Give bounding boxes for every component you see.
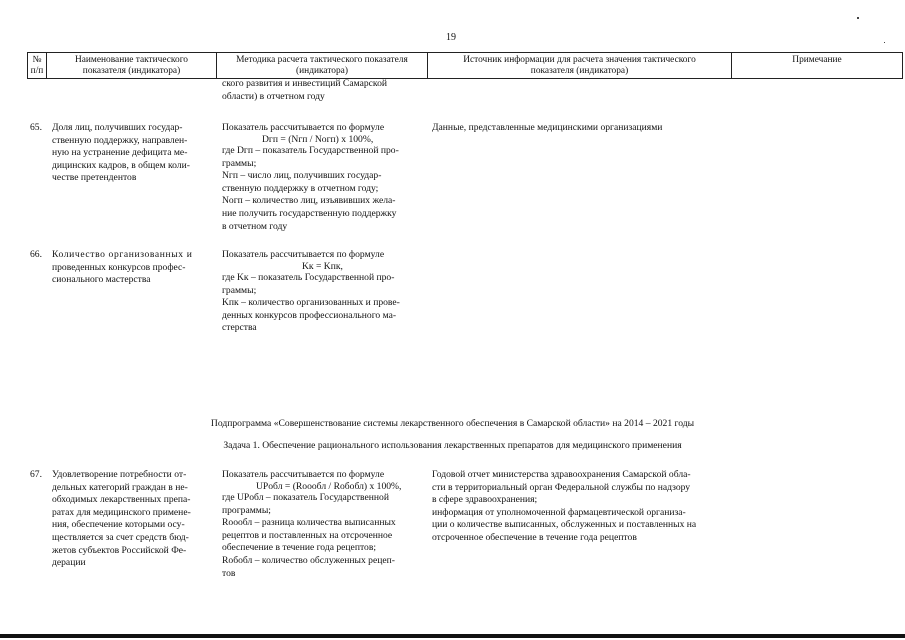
method-intro: Показатель рассчитывается по формуле [222, 122, 385, 133]
header-num: № п/п [30, 55, 44, 76]
subprogram-title: Подпрограмма «Совершенствование системы лекарственного обеспечения в Самарской области» на 2014 – 2021 годы [210, 418, 695, 429]
row-number: 65. [30, 122, 42, 133]
indicator-name: Доля лиц, получивших государ- ственную поддержку, направлен- ную на устранение дефицита ме- дицинских кадров, в общем коли- честве претендентов [52, 122, 190, 184]
task-title: Задача 1. Обеспечение рационального использования лекарственных препаратов для медицинского применения [223, 440, 682, 451]
method-text: где UPобл – показатель Государственной программы; Rоообл – разница количества выписанных рецептов и поставленных на отсроченное обеспечение в течение года рецептов; Rобобл – количество обслуженных рецеп- тов [222, 492, 396, 579]
formula: UPобл = (Rоообл / Rобобл) х 100%, [256, 481, 402, 492]
formula: Kк = Kпк, [302, 261, 343, 272]
header-method: Методика расчета тактического показателя (индикатора) [236, 55, 408, 76]
method-text: где Kк – показатель Государственной про- граммы; Kпк – количество организованных и прове- денных конкурсов профессионального ма- стерства [222, 272, 400, 334]
source-text: Данные, представленные медицинскими организациями [432, 122, 663, 133]
method-intro: Показатель рассчитывается по формуле [222, 249, 385, 260]
row-number: 67. [30, 469, 42, 480]
method-intro: Показатель рассчитывается по формуле [222, 469, 385, 480]
page-number: 19 [446, 32, 456, 43]
header-source: Источник информации для расчета значения тактического показателя (индикатора) [463, 55, 696, 76]
formula: Dгп = (Nгп / Nогп) х 100%, [262, 134, 374, 145]
indicator-name: Удовлетворение потребности от- дельных категорий граждан в не- обходимых лекарственных препа- ратах для медицинского примене- ния, обеспечение которыми осу- ществляется за счет средств бюд- жетов субъектов Российской Фе- дерации [52, 469, 191, 569]
indicator-name: Количество организованных и проведенных конкурсов профес- сионального мастерства [52, 249, 193, 286]
method-text: где Dгп – показатель Государственной про- граммы; Nгп – число лиц, получивших государ- ственную поддержку в отчетном году; Nогп – количество лиц, изъявивших жела- ние получить государственную поддержку в отчетном году [222, 145, 399, 232]
scan-speck [857, 17, 859, 19]
header-name: Наименование тактического показателя (индикатора) [74, 55, 188, 76]
row-number: 66. [30, 249, 42, 260]
scan-speck [884, 42, 885, 43]
source-text: Годовой отчет министерства здравоохранения Самарской обла- сти в территориальный орган Федеральной службы по надзору в сфере здравоохранения; информация от уполномоченной фармацевтической организа- ции о количестве выписанных, обслуженных и поставленных на отсроченное обеспечение в течение года рецептов [432, 469, 697, 543]
header-note: Примечание [792, 55, 842, 65]
page-bottom-edge [0, 634, 905, 638]
continuation-text: ского развития и инвестиций Самарской области) в отчетном году [222, 78, 388, 102]
